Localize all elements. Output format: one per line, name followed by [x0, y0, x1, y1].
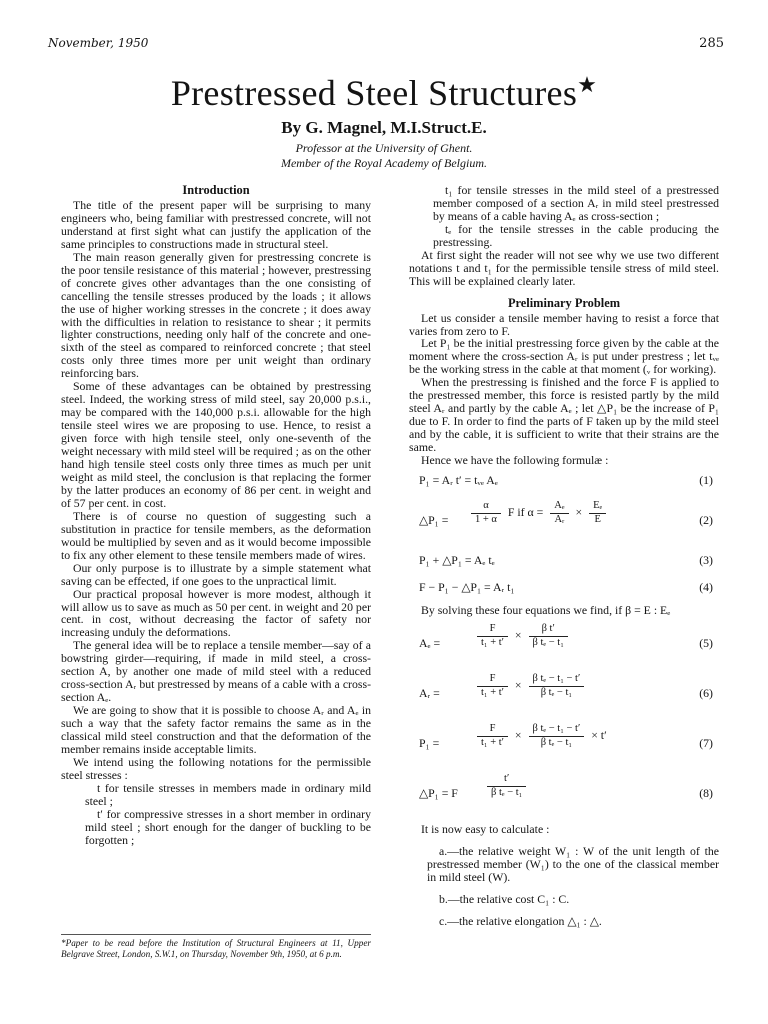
equation-2-fraction-area: $\frac{\text{Aₑ}}{\text{Aᵣ}}$ — [550, 500, 568, 527]
equation-4-body: F − P₁ − △P₁ = Aᵣ t₁ — [419, 580, 515, 595]
equation-2-fraction-alpha: $\frac{\alpha}{1 + \alpha}$ — [471, 500, 501, 527]
equation-1 — [409, 470, 719, 494]
equation-3 — [409, 550, 719, 574]
list-item-a: a.—the relative weight W₁ : W of the unit length of the prestressed member (W₁) to the one of the classical member in mild steel (W). — [427, 843, 719, 884]
list-item-b: b.—the relative cost C₁ : C. — [439, 891, 570, 906]
paragraph: We intend using the following notations for the permissible steel stresses : — [61, 754, 371, 782]
section-heading-preliminary-problem: Preliminary Problem — [507, 295, 621, 310]
equation-7-lhs: P₁ = — [419, 735, 440, 750]
equation-1-body: P₁ = Aᵣ t′ = tᵥₑ Aₑ — [419, 473, 498, 488]
equation-5-number: (5) — [699, 635, 713, 650]
paragraph: Our practical proposal however is more modest, although it will allow us to save as much as 50 per cent. in weight and 20 per cent. in cost, without decreasing the factor of safety nor increasing unduly the deformations. — [61, 586, 371, 640]
title-text: Prestressed Steel Structures — [170, 73, 578, 113]
title-footnote-mark: ★ — [577, 72, 598, 97]
equation-1-number: (1) — [699, 473, 713, 488]
article-title — [0, 72, 768, 114]
equation-7: P₁ = $\frac{F}{\text{t₁ + t′}}$ × $\frac{\text{β tₑ − t₁ − t′}}{\text{β tₑ − t₁}}$ × t′ (7) — [419, 722, 713, 750]
equation-8-lhs: △P₁ = F — [419, 785, 458, 800]
byline: By G. Magnel, M.I.Struct.E. — [281, 118, 487, 137]
notation-t: t for tensile stresses in members made in ordinary mild steel ; — [85, 780, 371, 808]
paragraph: There is of course no question of suggesting such a substitution in practice for tensile members, as the deformation would be multiplied by seven and as it would become impossible to fix any other element to these tensile members made of wires. — [61, 508, 371, 562]
equation-2-condition: F if α = — [507, 505, 544, 520]
equation-2-times: × — [575, 505, 583, 520]
right-column — [409, 184, 719, 928]
running-head: November, 1950 — [48, 36, 149, 50]
affiliation-2: Member of the Royal Academy of Belgium. — [280, 156, 488, 170]
affiliation-1: Professor at the University of Ghent. — [295, 141, 473, 155]
notation-t-prime: t′ for compressive stresses in a short member in ordinary mild steel ; short enough for the danger of buckling to be forgotten ; — [85, 806, 371, 847]
paragraph: Let P₁ be the initial prestressing force given by the cable at the moment where the cross-section Aᵣ is put under prestress ; let tᵥₑ be the working stress in the cable at that moment (ᵥ for working). — [409, 336, 719, 377]
paragraph: When the prestressing is finished and the force F is applied to the prestressed member, this force is resisted partly by the mild steel Aᵣ and partly by the cable Aₑ ; let △P₁ be the increase of P₁ due to F. In order to find the parts of F taken up by the mild steel and by the cable, it is sufficient to write that their strains are the same. — [409, 375, 719, 455]
equation-7-number: (7) — [699, 735, 713, 750]
equation-6: Aᵣ = $\frac{F}{\text{t₁ + t′}}$ × $\frac{\text{β tₑ − t₁ − t′}}{\text{β tₑ − t₁}}$ (6) — [419, 672, 713, 700]
equation-2 — [409, 500, 719, 544]
paragraph: The general idea will be to replace a tensile member—say of a bowstring girder—requiring, if made in mild steel, a cross-section A, by another one made of mild steel with a reduced cross-section Aᵣ but prestressed by means of a cable with a cross-section Aₑ. — [61, 638, 371, 705]
paragraph: Hence we have the following formulæ : — [421, 453, 609, 468]
notation-te: tₑ for the tensile stresses in the cable producing the prestressing. — [433, 221, 719, 249]
equation-3-number: (3) — [699, 553, 713, 568]
equation-5-lhs: Aₑ = — [419, 635, 441, 650]
paragraph: By solving these four equations we find, if β = E : Eₑ — [421, 603, 671, 618]
equation-6-lhs: Aᵣ = — [419, 685, 440, 700]
equation-3-body: P₁ + △P₁ = Aₑ tₑ — [419, 553, 495, 568]
equation-4 — [409, 577, 719, 601]
equation-8-number: (8) — [699, 785, 713, 800]
section-heading-introduction: Introduction — [182, 183, 250, 197]
paragraph: Some of these advantages can be obtained by prestressing steel. Indeed, the working stress of mild steel, say 20,000 p.s.i., may be compared with the 140,000 p.s.i. allowable for the high tensile steel wires we are proposing to use. Hence, to resist a given force with high tensile steel, only one-seventh of the weight necessary with mild steel will be required ; as on the other hand high tensile steel costs only three times as much per unit weight as mild steel, the conclusion is that replacing the former by the latter produces an economy of 86 per cent. in weight and of 57 per cent. in cost. — [61, 379, 371, 510]
equation-4-number: (4) — [699, 580, 713, 595]
equation-2-lhs: △P₁ = — [419, 513, 449, 528]
equation-8: △P₁ = F $\frac{t'}{\text{β tₑ − t₁}}$ (8) — [419, 772, 713, 800]
page-number: 285 — [699, 36, 724, 51]
equation-6-number: (6) — [699, 685, 713, 700]
equation-2-fraction-modulus: $\frac{\text{Eₑ}}{E}$ — [589, 500, 606, 527]
footnote: *Paper to be read before the Institution of Structural Engineers at 11, Upper Belgrave Street, London, S.W.1, on Thursday, November 9th, 1950, at 6 p.m. — [61, 934, 371, 960]
left-column — [61, 184, 371, 847]
paragraph: We are going to show that it is possible to choose Aᵣ and Aₑ in such a way that the safety factor remains the same as in the classical mild steel construction and that the deformation of the member remains inside acceptable limits. — [61, 703, 371, 756]
paragraph: Our only purpose is to illustrate by a simple statement what saving can be effected, if one goes to the unpractical limit. — [61, 560, 371, 588]
paragraph: At first sight the reader will not see why we use two different notations t and t₁ for the permissible tensile stress of mild steel. This will be explained clearly later. — [409, 247, 719, 288]
equation-2-number: (2) — [699, 513, 713, 528]
notation-t1: t₁ for tensile stresses in the mild steel of a prestressed member composed of a section Aᵣ in mild steel prestressed by means of a cable having Aₑ as cross-section ; — [433, 183, 719, 223]
equation-5: Aₑ = $\frac{F}{\text{t₁ + t′}}$ × $\frac{\text{β t′}}{\text{β tₑ − t₁}}$ (5) — [419, 622, 713, 650]
paragraph: Let us consider a tensile member having to resist a force that varies from zero to F. — [409, 310, 719, 338]
paragraph: The main reason generally given for prestressing concrete is the poor tensile resistance of this material ; however, prestressing of concrete gives other advantages than the one consisting of cancelling the tensile stresses produced by the loads ; it allows the use of higher working stresses in the concrete ; it does away with the difficulties in relation to resistance to shear ; it permits lighter constructions, needing only half of the concrete and one-sixth of the steel as compared to reinforced concrete ; that steel costs only three times more per unit weight than ordinary reinforcing bars. — [61, 249, 371, 381]
paragraph: It is now easy to calculate : — [421, 821, 550, 836]
list-item-c: c.—the relative elongation △₁ : △. — [439, 913, 602, 928]
paragraph: The title of the present paper will be surprising to many engineers who, being familiar with prestressed concrete, will not understand at first sight what can justify the application of the same principles to constructions made in structural steel. — [61, 197, 371, 251]
